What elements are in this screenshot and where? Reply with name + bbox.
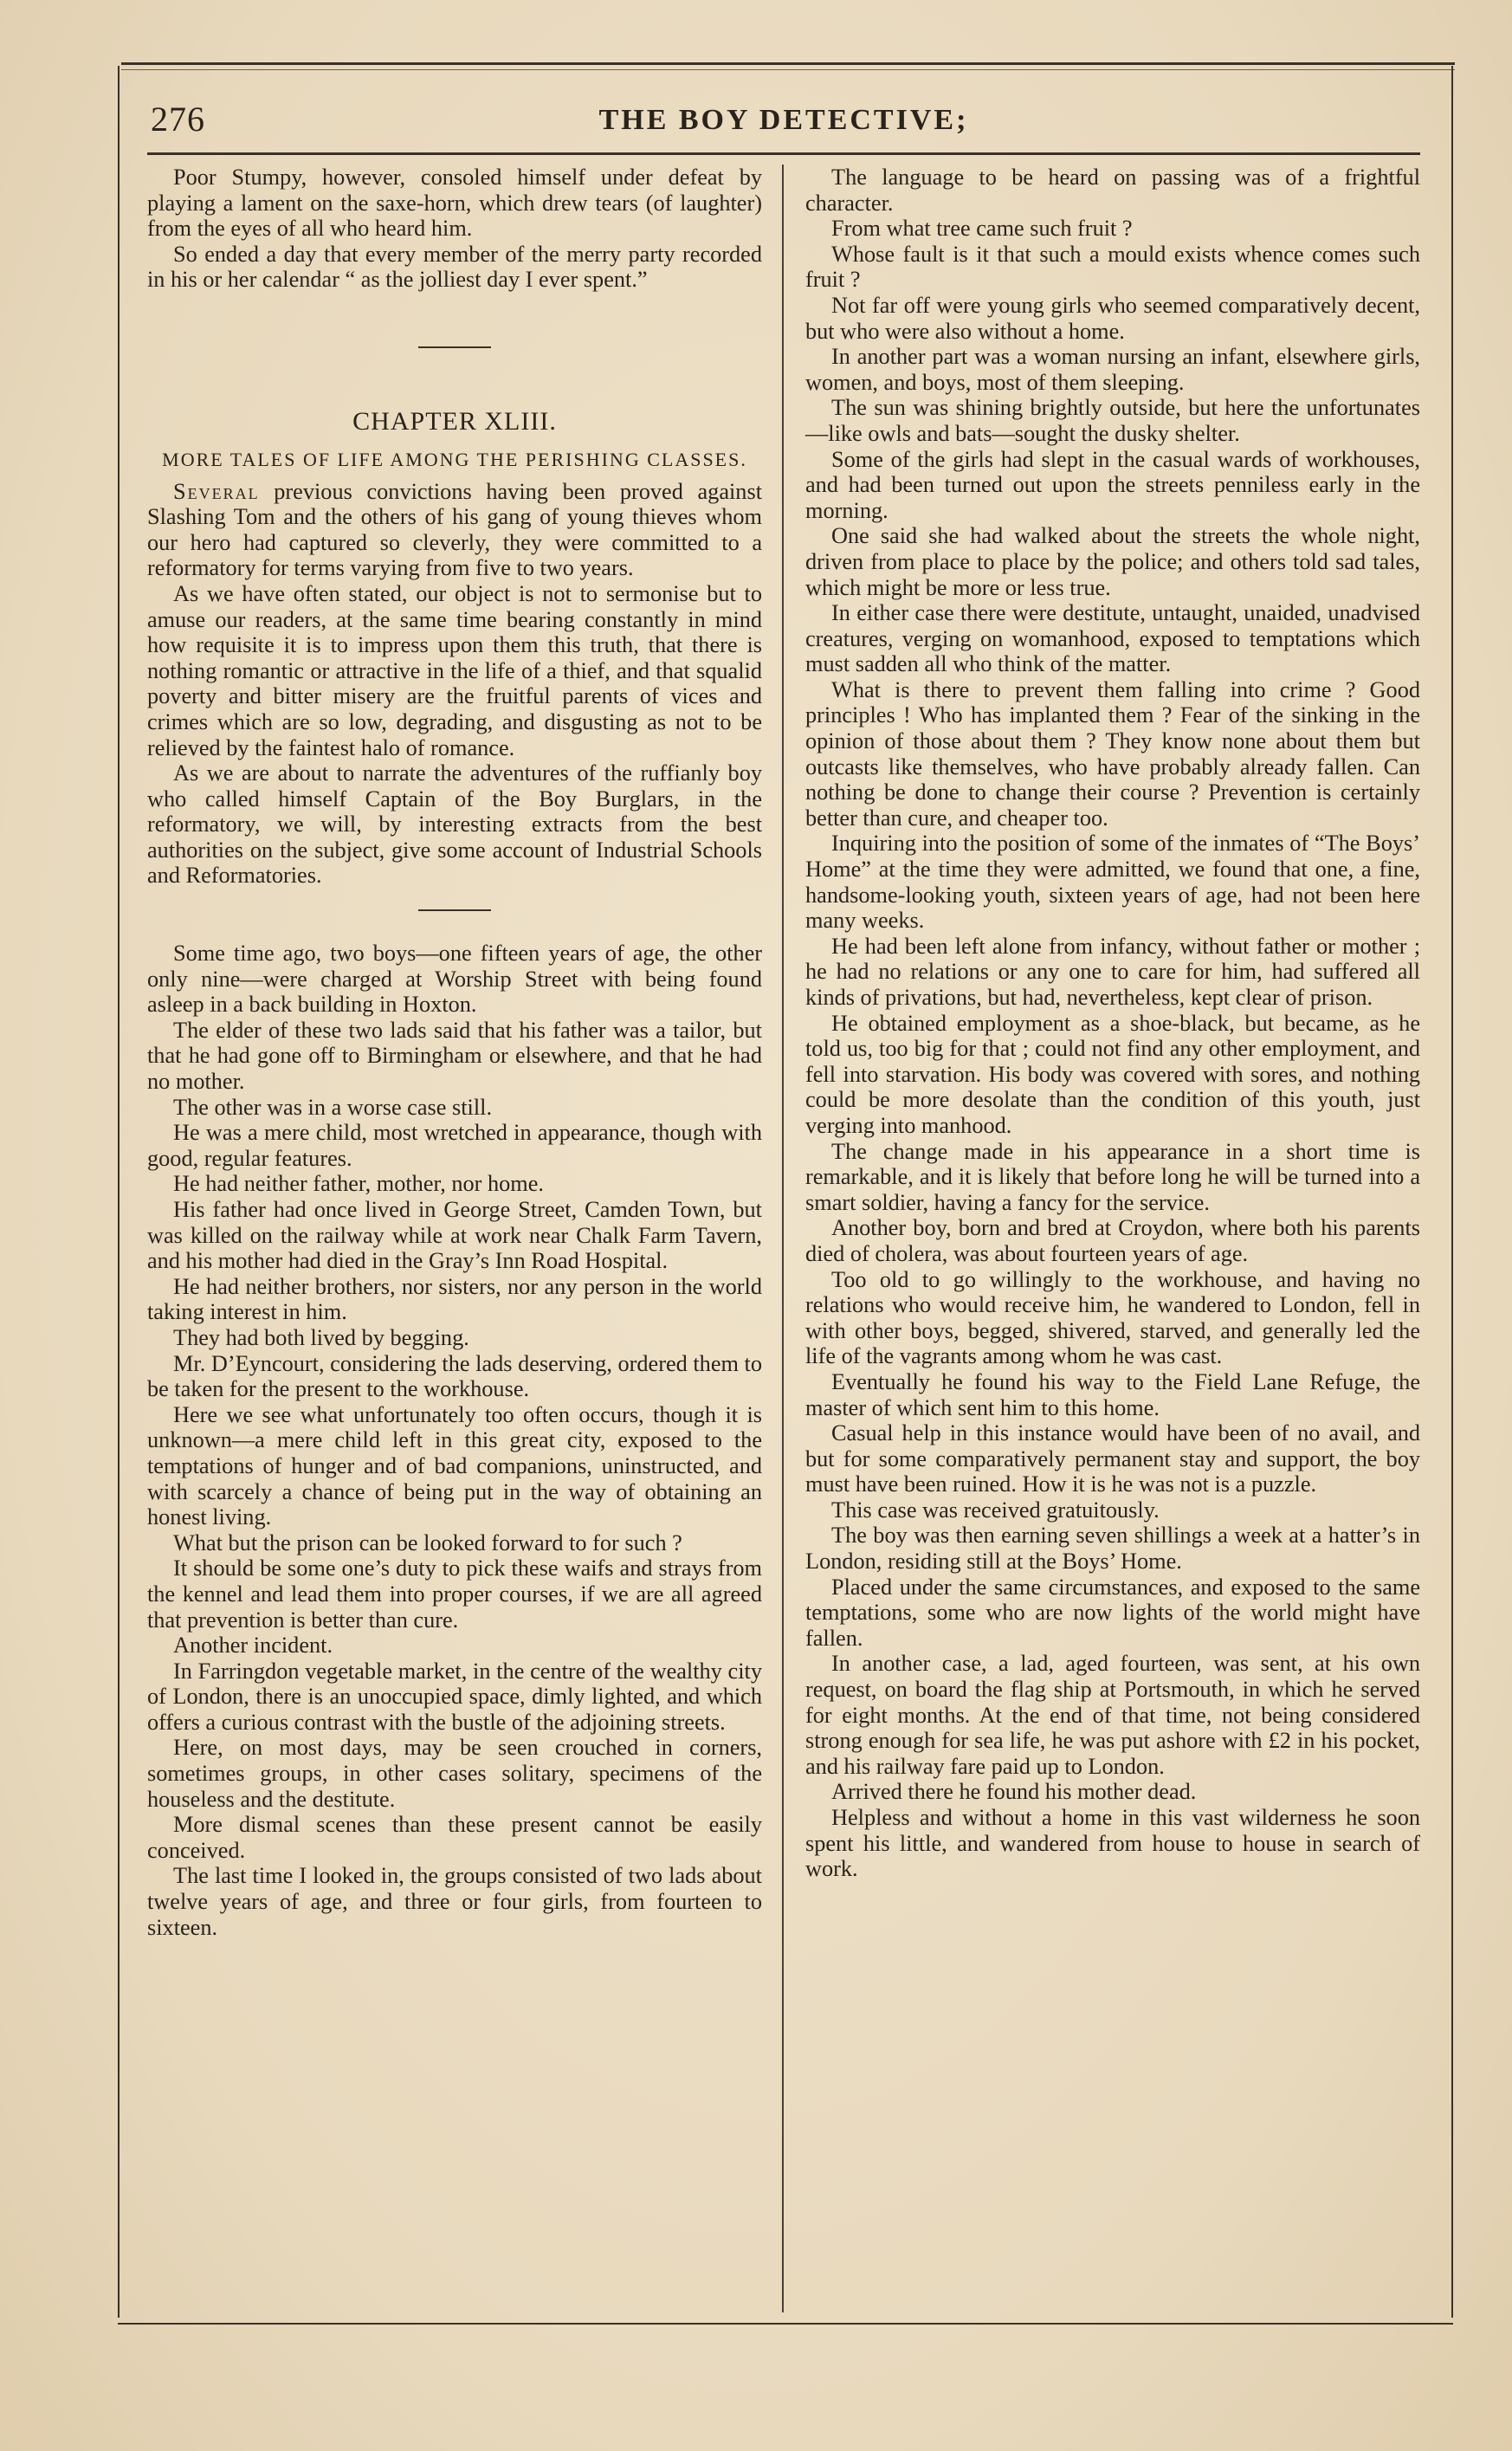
opening-word: Several <box>173 478 260 504</box>
left-border-rule <box>118 66 120 2318</box>
paragraph: The change made in his appearance in a short time is remarkable, and it is likely that before long he will be turned into a smart soldier, having a fancy for the service. <box>805 1138 1420 1215</box>
paragraph: The last time I looked in, the groups consisted of two lads about twelve years of age, and three or four girls, from fourteen to sixteen. <box>147 1863 762 1940</box>
right-paragraphs <box>805 165 1420 1882</box>
paragraph: The sun was shining brightly outside, but here the unfortunates—like owls and bats—sought the dusky shelter. <box>805 395 1420 446</box>
paragraph: Eventually he found his way to the Field Lane Refuge, the master of which sent him to this home. <box>805 1368 1420 1420</box>
paragraph: He obtained employment as a shoe-black, but became, as he told us, too big for that ; could not find any other employment, and fell into starvation. His body was covered with sores, and nothing could be more desolate than the condition of this youth, just verging into manhood. <box>805 1010 1420 1138</box>
paragraphs-before-rule <box>147 581 762 889</box>
paragraph: He had been left alone from infancy, without father or mother ; he had no relations or any one to care for him, had suffered all kinds of privations, but had, nevertheless, kept clear of prison. <box>805 933 1420 1010</box>
paragraph: The boy was then earning seven shillings a week at a hatter’s in London, residing still at the Boys’ Home. <box>805 1523 1420 1575</box>
top-border-rule-thin <box>121 69 1455 70</box>
paragraph: This case was received gratuitously. <box>831 1497 1160 1523</box>
paragraphs-after-rule <box>147 941 762 1940</box>
paragraph: From what tree came such fruit ? <box>831 216 1133 242</box>
section-rule <box>418 909 491 911</box>
paragraph: What but the prison can be looked forward to for such ? <box>173 1529 682 1555</box>
paragraph: Another boy, born and bred at Croydon, where both his parents died of cholera, was about fourteen years of age. <box>805 1215 1420 1266</box>
page-number: 276 <box>151 100 205 139</box>
right-border-rule <box>1451 66 1453 2318</box>
paragraph: Too old to go willingly to the workhouse, and having no relations who would receive him, he wandered to London, fell in with other boys, begged, shivered, starved, and generally led the life of the vagrants among whom he was cast. <box>805 1266 1420 1369</box>
paragraph: The language to be heard on passing was of a frightful character. <box>805 165 1420 216</box>
paragraph: He had neither father, mother, nor home. <box>173 1171 544 1197</box>
running-title: THE BOY DETECTIVE; <box>598 104 969 136</box>
paragraph: Mr. D’Eyncourt, considering the lads deserving, ordered them to be taken for the present to the workhouse. <box>147 1350 762 1402</box>
page-header <box>147 94 1420 146</box>
header-rule <box>147 152 1420 155</box>
paragraph: Helpless and without a home in this vast wilderness he soon spent his little, and wandered from house to house in search of work. <box>805 1805 1420 1882</box>
paragraph: Poor Stumpy, however, consoled himself under defeat by playing a lament on the saxe-horn, which drew tears (of laughter) from the eyes of all who heard him. <box>147 165 762 242</box>
paragraph: In either case there were destitute, untaught, unaided, unadvised creatures, verging on womanhood, exposed to temptations which must sadden all who think of the matter. <box>805 600 1420 677</box>
column-divider <box>782 165 784 2312</box>
intro-paragraphs <box>147 165 762 293</box>
opening-paragraph <box>147 479 762 581</box>
paragraph: He had neither brothers, nor sisters, nor any person in the world taking interest in him. <box>147 1273 762 1325</box>
paragraph: In another part was a woman nursing an infant, elsewhere girls, women, and boys, most of them sleeping. <box>805 344 1420 395</box>
paragraph: Whose fault is it that such a mould exists whence comes such fruit ? <box>805 241 1420 293</box>
paragraph: What is there to prevent them falling into crime ? Good principles ! Who has implanted them ? Fear of the sinking in the opinion of those about them ? They know none about them but outcasts like themselves, who have probably already fallen. Can nothing be done to change their course ? Prevention is certainly better than cure, and cheaper too. <box>805 676 1420 831</box>
chapter-title: CHAPTER XLIII. <box>352 406 557 436</box>
paragraph: In another case, a lad, aged fourteen, was sent, at his own request, on board the flag ship at Portsmouth, in which he served for eight months. At the end of that time, not being considered strong enough for sea life, he was put ashore with £2 in his pocket, and his railway fare paid up to London. <box>805 1651 1420 1779</box>
paragraph: They had both lived by begging. <box>173 1324 469 1350</box>
paragraph: Casual help in this instance would have been of no avail, and but for some comparatively permanent stay and support, the boy must have been ruined. How it is he was not is a puzzle. <box>805 1420 1420 1497</box>
paragraph: Inquiring into the position of some of the inmates of “The Boys’ Home” at the time they were admitted, we found that one, a fine, handsome-looking youth, sixteen years of age, had not been here many weeks. <box>805 831 1420 934</box>
paragraph: Here we see what unfortunately too often occurs, though it is unknown—a mere child left in this great city, exposed to the temptations of hunger and of bad companions, uninstructed, and with scarcely a chance of being put in the way of obtaining an honest living. <box>147 1401 762 1530</box>
paragraph: Placed under the same circumstances, and exposed to the same temptations, some who are now lights of the world might have fallen. <box>805 1574 1420 1651</box>
paragraph: So ended a day that every member of the merry party recorded in his or her calendar “ as the jolliest day I ever spent.” <box>147 241 762 293</box>
bottom-border-rule <box>118 2323 1453 2325</box>
section-rule <box>418 346 491 348</box>
paragraph: As we are about to narrate the adventures of the ruffianly boy who called himself Captain of the Boy Burglars, in the reformatory, we will, by interesting extracts from the best authorities on the subject, give some account of Industrial Schools and Reformatories. <box>147 760 762 889</box>
paragraph: Some of the girls had slept in the casual wards of workhouses, and had been turned out upon the streets penniless early in the morning. <box>805 446 1420 523</box>
paragraph: Not far off were young girls who seemed comparatively decent, but who were also without a home. <box>805 292 1420 344</box>
paragraph: Some time ago, two boys—one fifteen years of age, the other only nine—were charged at Worship Street with being found asleep in a back building in Hoxton. <box>147 941 762 1018</box>
paragraph: His father had once lived in George Street, Camden Town, but was killed on the railway while at work near Chalk Farm Tavern, and his mother had died in the Gray’s Inn Road Hospital. <box>147 1197 762 1274</box>
paragraph: More dismal scenes than these present cannot be easily conceived. <box>147 1812 762 1863</box>
right-column <box>805 165 1420 1882</box>
paragraph: The other was in a worse case still. <box>173 1094 493 1120</box>
paragraph: He was a mere child, most wretched in appearance, though with good, regular features. <box>147 1120 762 1171</box>
left-column <box>147 165 762 1940</box>
opening-rest: previous convictions having been proved against Slashing Tom and the others of his gang of young thieves whom our hero had captured so cleverly, they were committed to a reformatory for terms varying from five to two years. <box>147 478 762 581</box>
paragraph: The elder of these two lads said that his father was a tailor, but that he had gone off to Birmingham or elsewhere, and that he had no mother. <box>147 1017 762 1095</box>
paragraph: Another incident. <box>173 1633 333 1659</box>
paragraph: One said she had walked about the streets the whole night, driven from place to place by the police; and others told sad tales, which might be more or less true. <box>805 523 1420 600</box>
top-border-rule <box>121 62 1455 65</box>
paragraph: It should be some one’s duty to pick these waifs and strays from the kennel and lead them into proper courses, if we are all agreed that prevention is better than cure. <box>147 1555 762 1633</box>
chapter-subtitle: MORE TALES OF LIFE AMONG THE PERISHING CLASSES. <box>162 448 747 470</box>
paragraph: Here, on most days, may be seen crouched in corners, sometimes groups, in other cases solitary, specimens of the houseless and the destitute. <box>147 1735 762 1812</box>
paragraph: Arrived there he found his mother dead. <box>831 1779 1197 1805</box>
paragraph: In Farringdon vegetable market, in the centre of the wealthy city of London, there is an unoccupied space, dimly lighted, and which offers a curious contrast with the bustle of the adjoining streets. <box>147 1658 762 1735</box>
paragraph: As we have often stated, our object is not to sermonise but to amuse our readers, at the same time bearing constantly in mind how requisite it is to impress upon them this truth, that there is nothing romantic or attractive in the life of a thief, and that squalid poverty and bitter misery are the fruitful parents of vices and crimes which are so low, degrading, and disgusting as not to be relieved by the faintest halo of romance. <box>147 580 762 760</box>
